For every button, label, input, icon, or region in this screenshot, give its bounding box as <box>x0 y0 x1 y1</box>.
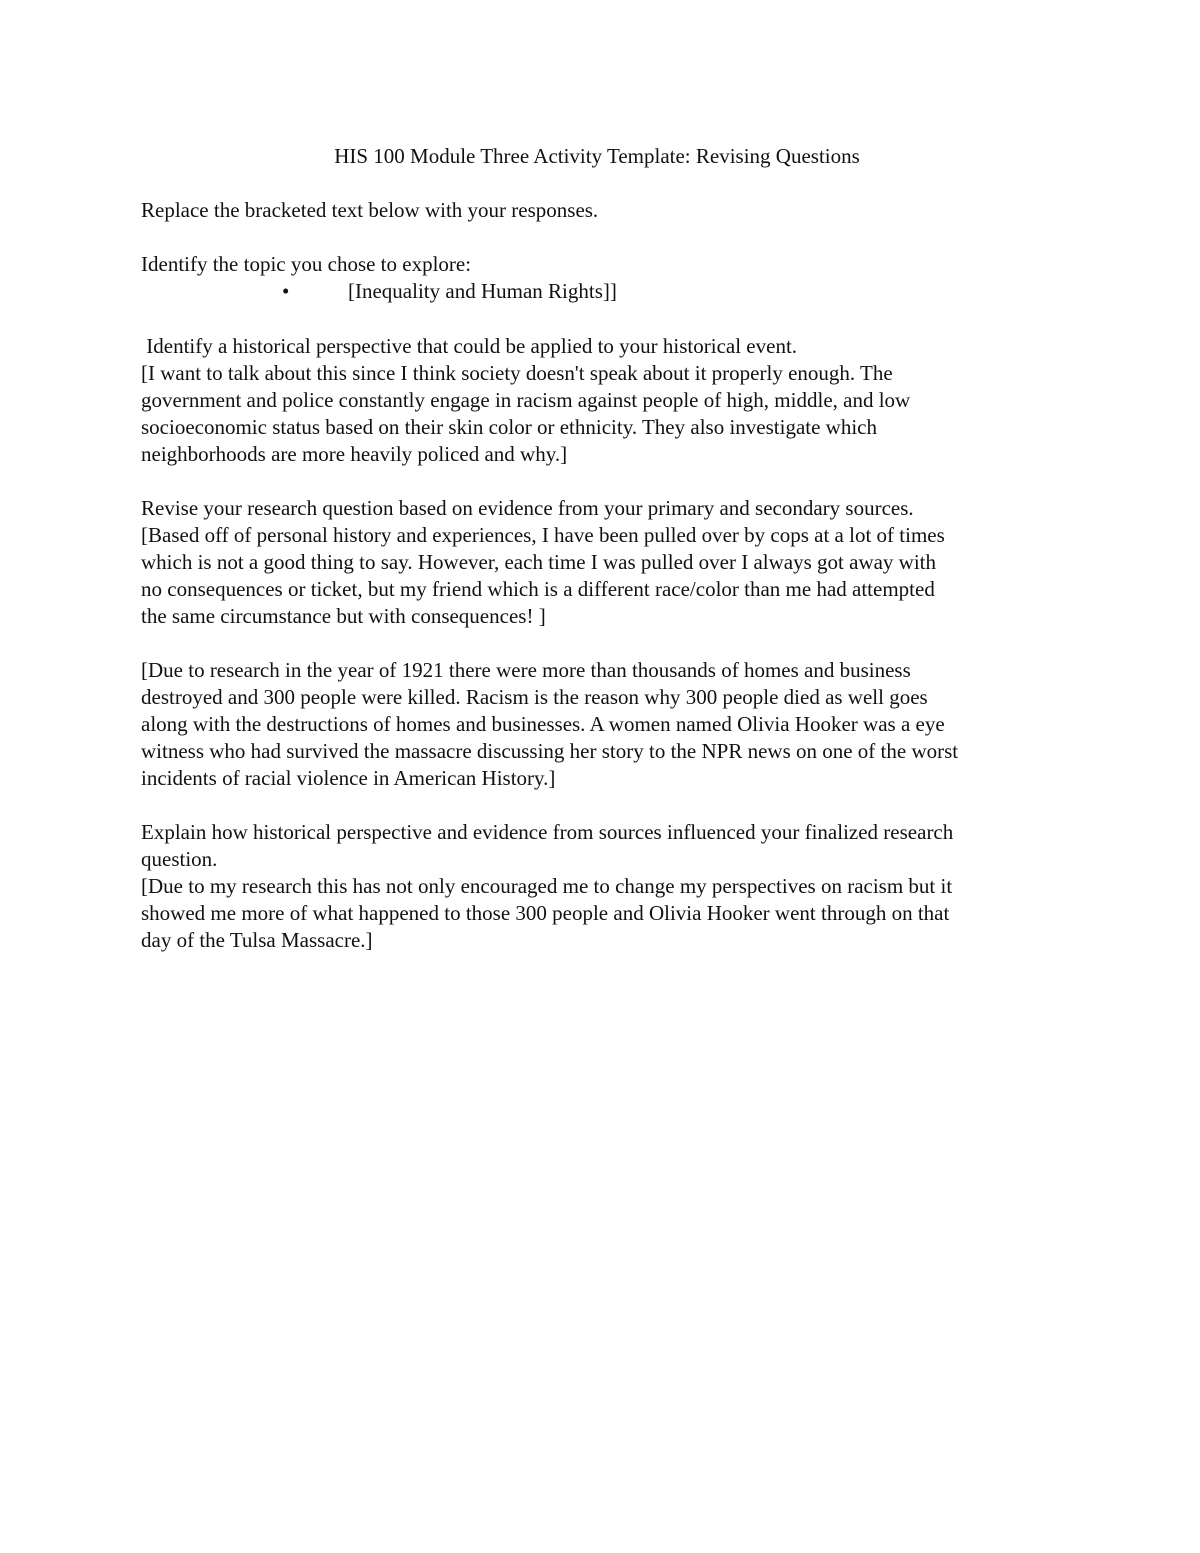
explain-answer-line: [Due to my research this has not only encouraged me to change my perspectives on racism but it <box>141 874 953 898</box>
research-answer-line: [Due to research in the year of 1921 there were more than thousands of homes and business <box>141 658 911 682</box>
revise-prompt: Revise your research question based on evidence from your primary and secondary sources. <box>141 496 914 520</box>
research-answer-line: witness who had survived the massacre discussing her story to the NPR news on one of the worst <box>141 739 959 763</box>
explain-answer-line: showed me more of what happened to those 300 people and Olivia Hooker went through on that <box>141 901 950 925</box>
explain-prompt-line: Explain how historical perspective and evidence from sources influenced your finalized research <box>141 820 954 844</box>
perspective-prompt: Identify a historical perspective that could be applied to your historical event. <box>141 334 798 358</box>
revise-answer-line: [Based off of personal history and experiences, I have been pulled over by cops at a lot of times <box>141 523 945 547</box>
topic-answer: [Inequality and Human Rights]] <box>348 279 617 303</box>
revise-answer-line: no consequences or ticket, but my friend which is a different race/color than me had attempted <box>141 577 935 601</box>
research-answer-line: along with the destructions of homes and businesses. A women named Olivia Hooker was a eye <box>141 712 945 736</box>
perspective-answer-line: socioeconomic status based on their skin color or ethnicity. They also investigate which <box>141 415 877 439</box>
instructions-text: Replace the bracketed text below with your responses. <box>141 198 599 222</box>
revise-answer-line: which is not a good thing to say. However, each time I was pulled over I always got away with <box>141 550 937 574</box>
perspective-answer-line: [I want to talk about this since I think society doesn't speak about it properly enough. The <box>141 361 893 385</box>
research-answer-line: incidents of racial violence in American History.] <box>141 766 556 790</box>
perspective-answer-line: neighborhoods are more heavily policed and why.] <box>141 442 568 466</box>
topic-prompt: Identify the topic you chose to explore: <box>141 252 472 276</box>
perspective-answer-line: government and police constantly engage in racism against people of high, middle, and low <box>141 388 911 412</box>
explain-prompt-line: question. <box>141 847 218 871</box>
research-answer-line: destroyed and 300 people were killed. Racism is the reason why 300 people died as well goes <box>141 685 928 709</box>
document-title: HIS 100 Module Three Activity Template: Revising Questions <box>334 144 860 168</box>
bullet-icon: • <box>282 279 290 303</box>
revise-answer-line: the same circumstance but with consequences! ] <box>141 604 546 628</box>
explain-answer-line: day of the Tulsa Massacre.] <box>141 928 373 952</box>
